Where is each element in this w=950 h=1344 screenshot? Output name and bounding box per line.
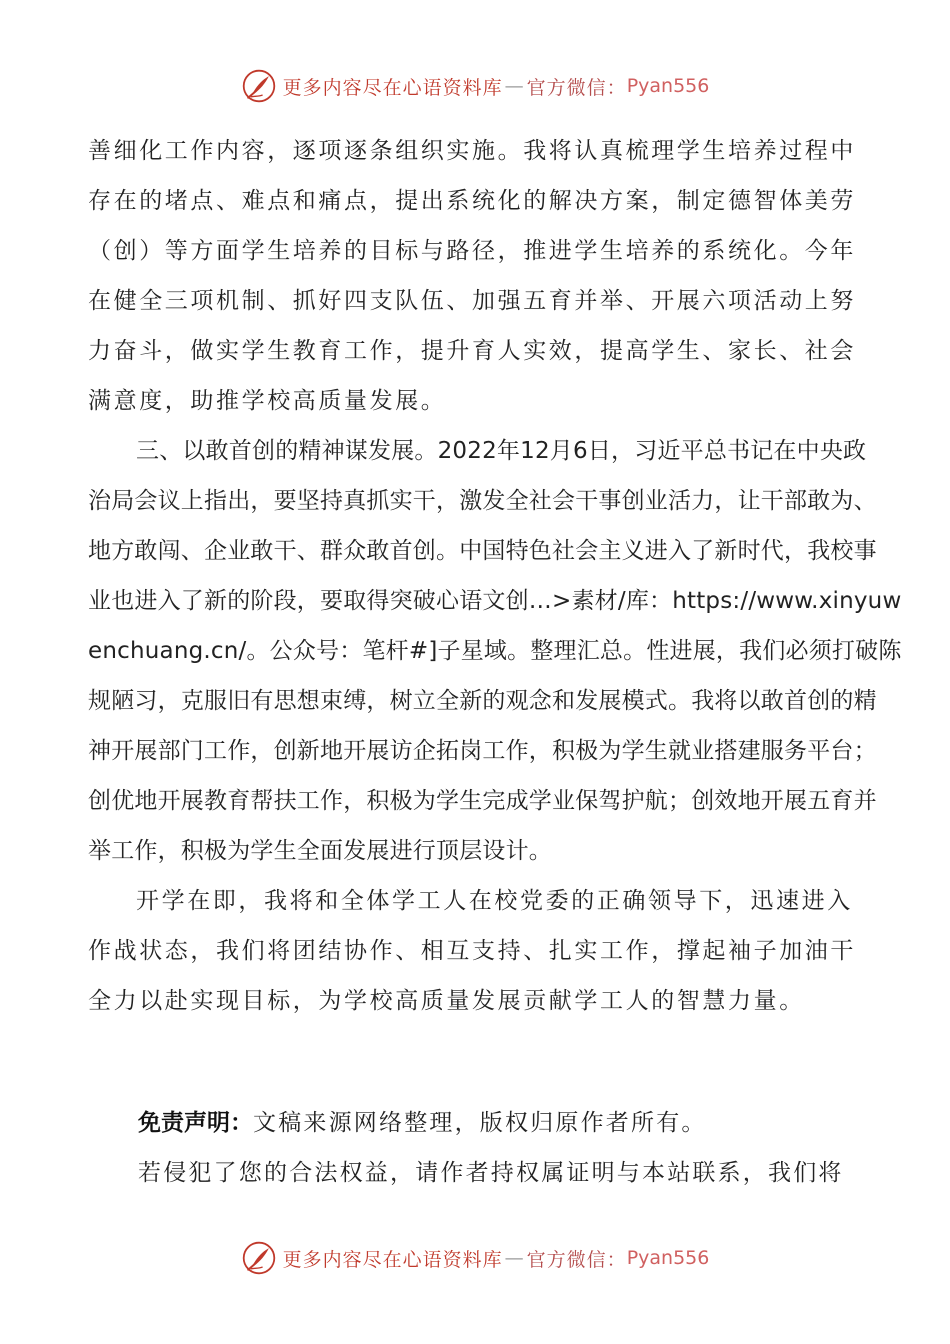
disclaimer-text-1: 文稿来源网络整理，版权归原作者所有。: [253, 1110, 707, 1136]
banner-site-text: 更多内容尽在心语资料库: [282, 76, 503, 99]
paragraph-line: 举工作，积极为学生全面发展进行顶层设计。: [88, 838, 552, 864]
header-banner: [0, 64, 950, 108]
paragraph-line: 开学在即，我将和全体学工人在校党委的正确领导下，迅速进入: [136, 888, 853, 914]
banner-wechat-id: Pyan556: [626, 75, 710, 97]
disclaimer-line-2: 若侵犯了您的合法权益，请作者持权属证明与本站联系，我们将: [138, 1160, 844, 1186]
paragraph-line: 作战状态，我们将团结协作、相互支持、扎实工作，撑起袖子加油干: [88, 938, 856, 964]
paragraph-line: enchuang.cn/。公众号：笔杆#]子星域。整理汇总。性进展，我们必须打破陈: [88, 638, 902, 664]
paragraph-line: （创）等方面学生培养的目标与路径，推进学生培养的系统化。今年: [88, 238, 856, 264]
disclaimer-label: 免责声明：: [138, 1110, 253, 1136]
document-body: [88, 126, 902, 1026]
disclaimer-line-1: [138, 1098, 878, 1148]
banner-site-text: 更多内容尽在心语资料库: [282, 1248, 503, 1271]
footer-banner: [0, 1236, 950, 1280]
banner-wechat-label: 官方微信：: [526, 1248, 627, 1271]
paragraph-2: [88, 426, 902, 876]
paragraph-line: 满意度，助推学校高质量发展。: [88, 388, 447, 414]
quill-logo-icon: [241, 1240, 277, 1276]
disclaimer: [138, 1098, 878, 1198]
banner-wechat-label: 官方微信：: [526, 76, 627, 99]
paragraph-line: 业也进入了新的阶段，要取得突破心语文创…>素材/库：https://www.xinyuw: [88, 588, 902, 614]
paragraph-3: [88, 876, 864, 1026]
paragraph-line: 规陋习，克服旧有思想束缚，树立全新的观念和发展模式。我将以敢首创的精: [88, 688, 877, 714]
paragraph-line: 全力以赴实现目标，为学校高质量发展贡献学工人的智慧力量。: [88, 988, 805, 1014]
paragraph-1: [88, 126, 864, 426]
paragraph-line: 三、以敢首创的精神谋发展。2022年12月6日，习近平总书记在中央政: [136, 438, 867, 464]
paragraph-line: 善细化工作内容，逐项逐条组织实施。我将认真梳理学生培养过程中: [88, 138, 856, 164]
banner-separator: —: [504, 75, 525, 97]
paragraph-line: 创优地开展教育帮扶工作，积极为学生完成学业保驾护航；创效地开展五育并: [88, 788, 877, 814]
paragraph-line: 力奋斗，做实学生教育工作，提升育人实效，提高学生、家长、社会: [88, 338, 856, 364]
banner-wechat-id: Pyan556: [626, 1247, 710, 1269]
banner-separator: —: [504, 1247, 525, 1269]
paragraph-line: 治局会议上指出，要坚持真抓实干，激发全社会干事创业活力，让干部敢为、: [88, 488, 877, 514]
paragraph-line: 在健全三项机制、抓好四支队伍、加强五育并举、开展六项活动上努: [88, 288, 856, 314]
paragraph-line: 地方敢闯、企业敢干、群众敢首创。中国特色社会主义进入了新时代，我校事: [88, 538, 877, 564]
quill-logo-icon: [241, 68, 277, 104]
paragraph-line: 神开展部门工作，创新地开展访企拓岗工作，积极为学生就业搭建服务平台；: [88, 738, 877, 764]
paragraph-line: 存在的堵点、难点和痛点，提出系统化的解决方案，制定德智体美劳: [88, 188, 856, 214]
